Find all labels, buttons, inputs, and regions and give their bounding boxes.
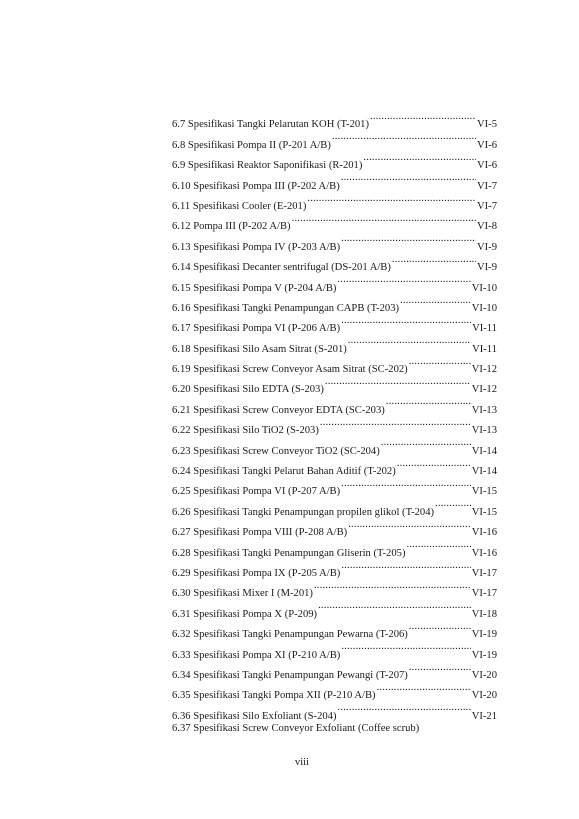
dot-leader [292,209,476,229]
dot-leader [409,352,471,372]
dot-leader [381,433,471,453]
toc-entry [172,107,497,131]
toc-entry-title: 6.28 Spesifikasi Tangki Penampungan Gliserin (T-205) [172,547,406,559]
toc-entry-page: VI-6 [476,160,497,172]
dot-leader [307,189,476,209]
dot-leader [341,311,471,331]
toc-entry-page: VI-12 [471,384,497,396]
toc-entry-page: VI-14 [471,445,497,457]
toc-entry-title: 6.30 Spesifikasi Mixer I (M-201) [172,588,313,600]
toc-entry-page: VI-11 [472,343,497,355]
toc-entry-title: 6.11 Spesifikasi Cooler (E-201) [172,200,307,212]
toc-entry-title: 6.36 Spesifikasi Silo Exfoliant (S-204) [172,710,337,722]
dot-leader [338,698,471,718]
dot-leader [409,617,471,637]
toc-entry-title: 6.37 Spesifikasi Screw Conveyor Exfoliant (Coffee scrub) [172,722,420,734]
toc-entry-page: VI-16 [471,547,497,559]
page-number: viii [294,757,310,768]
toc-entry-title: 6.35 Spesifikasi Tangki Pompa XII (P-210 A/B) [172,690,376,702]
toc-entry-title: 6.31 Spesifikasi Pompa X (P-209) [172,608,318,620]
toc-entry-title: 6.15 Spesifikasi Pompa V (P-204 A/B) [172,282,337,294]
toc-entry-page: VI-9 [476,262,497,274]
dot-leader [397,454,471,474]
toc-entry-page: VI-13 [471,425,497,437]
toc-entry-title: 6.23 Spesifikasi Screw Conveyor TiO2 (SC-204) [172,445,380,457]
dot-leader [377,678,471,698]
toc-entry-page: VI-10 [471,302,497,314]
toc-entry-title: 6.21 Spesifikasi Screw Conveyor EDTA (SC-203) [172,404,385,416]
dot-leader [314,576,471,596]
toc-entry-title: 6.17 Spesifikasi Pompa VI (P-206 A/B) [172,323,341,335]
dot-leader [406,535,470,555]
toc-entry-title: 6.34 Spesifikasi Tangki Penampungan Pewangi (T-207) [172,669,408,681]
dot-leader [341,474,471,494]
toc-entry-page: VI-15 [471,486,497,498]
toc-entry-title: 6.10 Spesifikasi Pompa III (P-202 A/B) [172,180,340,192]
toc-entry-page: VI-9 [476,241,497,253]
toc-entry-page: VI-8 [476,221,497,233]
toc-entry-page: VI-14 [471,466,497,478]
toc-entry-page: VI-19 [471,649,497,661]
toc-entry-title: 6.26 Spesifikasi Tangki Penampungan propilen glikol (T-204) [172,506,435,518]
toc-entry-page: VI-6 [476,139,497,151]
toc-entry-page: VI-7 [476,200,497,212]
toc-entry-title: 6.8 Spesifikasi Pompa II (P-201 A/B) [172,139,331,151]
dot-leader [400,291,471,311]
toc-entry-title: 6.7 Spesifikasi Tangki Pelarutan KOH (T-201) [172,119,369,131]
toc-entry-title: 6.13 Spesifikasi Pompa IV (P-203 A/B) [172,241,341,253]
toc-entry-page: VI-16 [471,527,497,539]
toc-entry-page: VI-18 [471,608,497,620]
dot-leader [386,392,471,412]
toc-entry-title: 6.25 Spesifikasi Pompa VI (P-207 A/B) [172,486,341,498]
toc-entry-title: 6.12 Pompa III (P-202 A/B) [172,221,291,233]
dot-leader [320,413,471,433]
toc-entry-page: VI-20 [471,690,497,702]
toc-entry-title: 6.29 Spesifikasi Pompa IX (P-205 A/B) [172,567,341,579]
dot-leader [318,596,471,616]
dot-leader [348,515,471,535]
toc-entry-page: VI-19 [471,629,497,641]
toc-entry-title: 6.20 Spesifikasi Silo EDTA (S-203) [172,384,324,396]
dot-leader [341,229,476,249]
dot-leader [341,556,470,576]
dot-leader [325,372,471,392]
toc-entry-title: 6.32 Spesifikasi Tangki Penampungan Pewarna (T-206) [172,629,408,641]
dot-leader [363,148,476,168]
toc-entry-title: 6.33 Spesifikasi Pompa XI (P-210 A/B) [172,649,341,661]
toc-entry-title: 6.19 Spesifikasi Screw Conveyor Asam Sitrat (SC-202) [172,364,408,376]
dot-leader [332,127,476,147]
dot-leader [370,107,476,127]
toc-entry-title: 6.24 Spesifikasi Tangki Pelarut Bahan Aditif (T-202) [172,466,396,478]
table-of-contents [172,107,497,739]
toc-entry-page: VI-15 [471,506,497,518]
toc-entry [172,719,497,739]
toc-entry-page: VI-20 [471,669,497,681]
toc-entry-page: VI-10 [471,282,497,294]
toc-entry-title: 6.9 Spesifikasi Reaktor Saponifikasi (R-201) [172,160,363,172]
dot-leader [409,658,471,678]
dot-leader [392,250,476,270]
toc-entry-title: 6.14 Spesifikasi Decanter sentrifugal (DS-201 A/B) [172,262,391,274]
dot-leader [435,494,471,514]
toc-entry-page: VI-11 [472,323,497,335]
toc-entry-page: VI-17 [471,567,497,579]
dot-leader [341,168,476,188]
toc-entry-title: 6.22 Spesifikasi Silo TiO2 (S-203) [172,425,319,437]
toc-entry-page: VI-21 [471,710,497,722]
toc-entry-title: 6.27 Spesifikasi Pompa VIII (P-208 A/B) [172,527,348,539]
toc-entry-page: VI-7 [476,180,497,192]
toc-entry-page: VI-12 [471,364,497,376]
toc-entry-title: 6.18 Spesifikasi Silo Asam Sitrat (S-201) [172,343,347,355]
toc-entry-page: VI-5 [476,119,497,131]
dot-leader [348,331,471,351]
toc-entry-page: VI-13 [471,404,497,416]
dot-leader [337,270,470,290]
toc-entry-page: VI-17 [471,588,497,600]
toc-entry-title: 6.16 Spesifikasi Tangki Penampungan CAPB (T-203) [172,302,400,314]
dot-leader [341,637,470,657]
